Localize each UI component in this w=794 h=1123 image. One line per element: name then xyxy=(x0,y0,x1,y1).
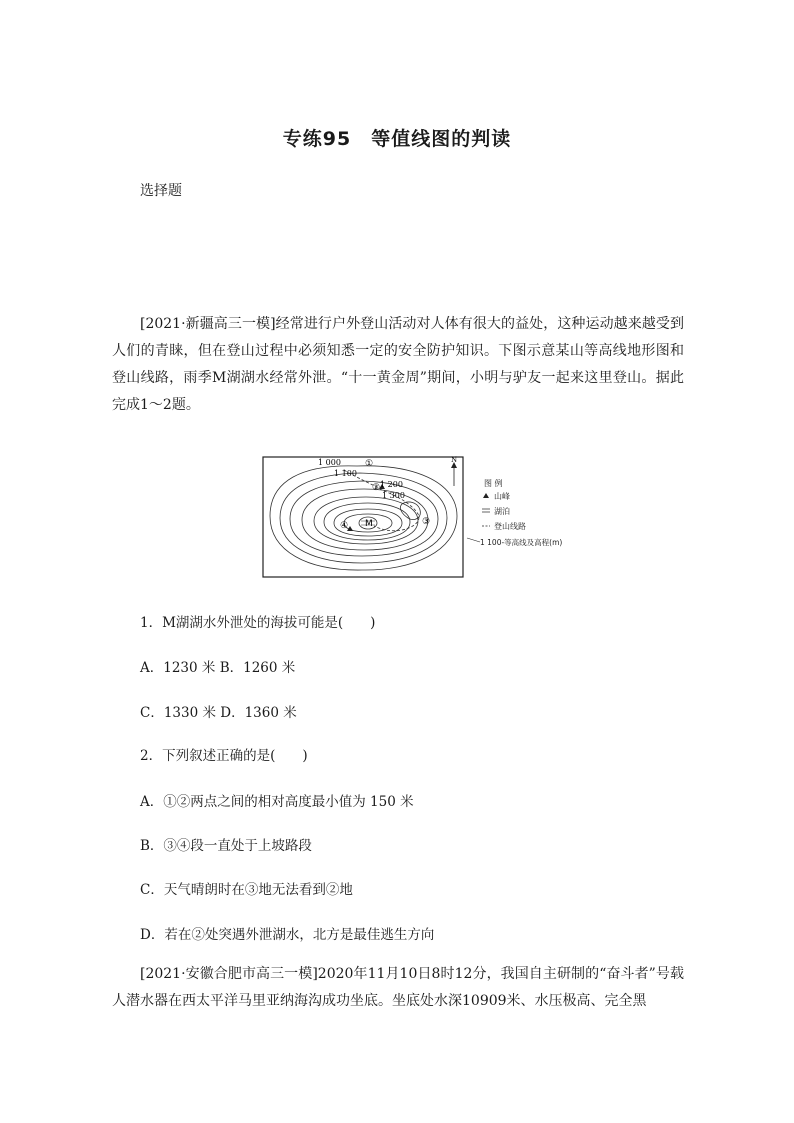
question-1-option-cd: C．1330 米 D．1360 米 xyxy=(140,705,297,721)
question-2-option-c: C．天气晴朗时在③地无法看到②地 xyxy=(140,882,353,898)
passage-1: [2021·新疆高三一模]经常进行户外登山活动对人体有很大的益处，这种运动越来越受到人们的青睐，但在登山过程中必须知悉一定的安全防护知识。下图示意某山等高线地形图和登山线路，雨季M湖湖水经常外泄。“十一黄金周”期间，小明与驴友一起来这里登山。据此完成1～2题。 xyxy=(112,316,684,413)
marker-4: ④ xyxy=(340,521,349,531)
passage-2: [2021·安徽合肥市高三一模]2020年11月10日8时12分，我国自主研制的“奋斗者”号载人潜水器在西太平洋马里亚纳海沟成功坐底。坐底处水深10909米、水压极高、完全黑 xyxy=(112,966,684,1009)
legend-contour: 1 100-等高线及高程(m) xyxy=(480,538,563,547)
contour-label-1100: 1 100 xyxy=(334,469,357,478)
question-2-option-d: D．若在②处突遇外泄湖水，北方是最佳逃生方向 xyxy=(140,927,435,943)
contour-label-1000: 1 000 xyxy=(318,458,341,467)
lake-label: M xyxy=(365,519,373,529)
legend-contour-leader xyxy=(467,538,480,542)
contour-map xyxy=(262,456,568,580)
marker-2: ② xyxy=(372,483,381,493)
question-2-stem: 2．下列叙述正确的是( ) xyxy=(140,748,308,764)
legend-route: 登山线路 xyxy=(494,522,526,531)
legend-lake-icon xyxy=(482,509,490,512)
question-1-stem: 1．M湖湖水外泄处的海拔可能是( ) xyxy=(140,615,376,631)
legend-lake: 湖泊 xyxy=(494,507,510,516)
legend-peak: 山峰 xyxy=(494,492,510,501)
marker-3: ③ xyxy=(422,517,431,527)
section-heading: 选择题 xyxy=(140,183,182,199)
contour-map-figure xyxy=(262,456,568,580)
legend-title: 图 例 xyxy=(484,479,503,488)
page-title: 专练95 等值线图的判读 xyxy=(282,128,512,150)
question-2-option-b: B．③④段一直处于上坡路段 xyxy=(140,838,312,854)
contour-label-1200: 1 200 xyxy=(380,480,403,489)
legend-peak-icon xyxy=(483,493,489,498)
marker-1: ① xyxy=(365,459,374,469)
north-label: N xyxy=(451,456,458,464)
contour-label-1300: 1 300 xyxy=(382,491,405,500)
question-2-option-a: A．①②两点之间的相对高度最小值为 150 米 xyxy=(140,794,414,810)
question-1-option-ab: A．1230 米 B．1260 米 xyxy=(140,660,296,676)
